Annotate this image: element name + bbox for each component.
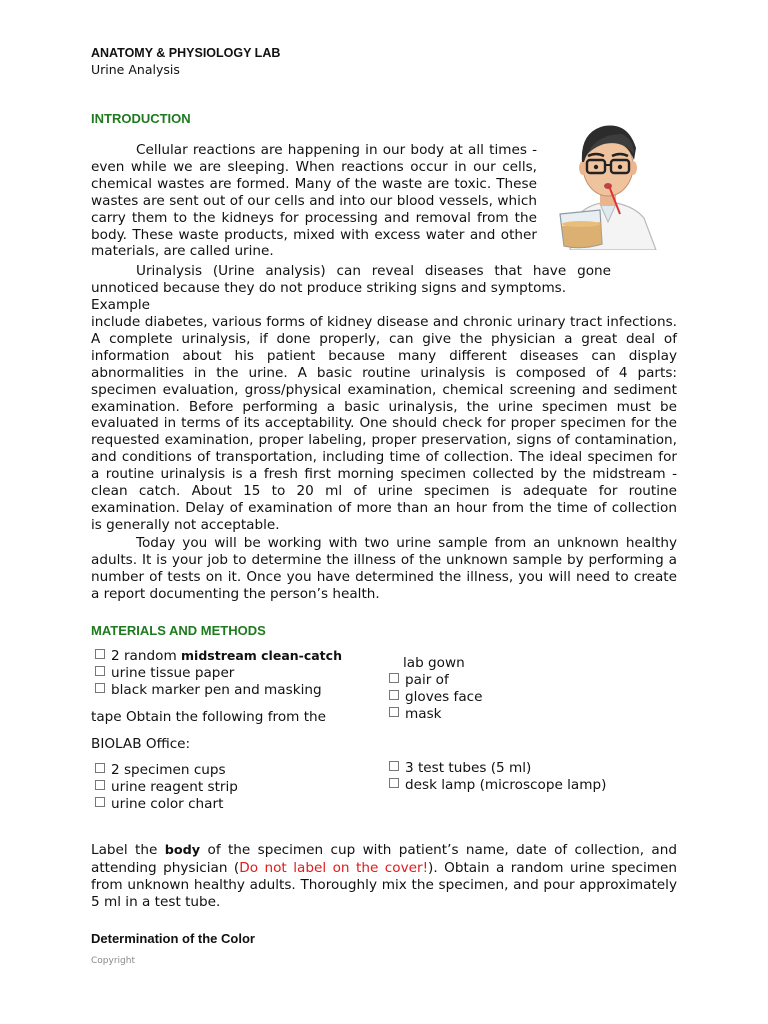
list-item (389, 689, 483, 706)
list-item-text: urine tissue paper (111, 664, 235, 681)
list-item-text: urine color chart (111, 795, 224, 812)
list-item (95, 796, 238, 813)
list-item-text: gloves face (405, 688, 483, 705)
tape-line: tape Obtain the following from the (91, 709, 327, 725)
color-determination-heading: Determination of the Color (91, 931, 255, 946)
lab-subtitle: Urine Analysis (91, 62, 180, 77)
list-item (95, 779, 238, 796)
checkbox-icon (95, 683, 105, 693)
checkbox-icon (95, 666, 105, 676)
biolab-office-line: BIOLAB Office: (91, 736, 191, 752)
intro-example-word: Example (91, 297, 150, 313)
checkbox-icon (95, 649, 105, 659)
list-item-text: pair of (405, 672, 449, 688)
list-item-bold-text: midstream clean-catch (181, 648, 342, 663)
instructions-text-2: of the specimen cup with patient’s name, date of collection, and attending physician ( (91, 842, 678, 876)
list-item (95, 682, 342, 699)
list-item-text: desk lamp (microscope lamp) (405, 776, 607, 793)
labeling-instructions (91, 842, 677, 911)
list-item-text: 2 random (111, 648, 182, 664)
intro-paragraph-1: Cellular reactions are happening in our body at all times - even while we are sleeping. When reactions occur in our cells, chemical wastes are formed. Many of the waste are toxic. These wastes are sent out of our cells and into our blood vessels, which carry them to the kidneys for processing and removal from the body. These waste products, mixed with excess water and other materials, are called urine. (91, 142, 537, 260)
introduction-heading: INTRODUCTION (91, 111, 191, 126)
checkbox-icon (389, 690, 399, 700)
list-item-text: mask (405, 705, 442, 722)
checkbox-icon (389, 761, 399, 771)
checkbox-icon (95, 797, 105, 807)
checkbox-icon (389, 707, 399, 717)
checkbox-icon (95, 780, 105, 790)
list-item (95, 762, 238, 779)
instructions-text-3: ). Obtain a random urine specimen from unknown healthy adults. Thoroughly mix the specimen, and pour approximately 5 ml in a test tube. (91, 859, 677, 910)
intro-paragraph-2-body: include diabetes, various forms of kidney disease and chronic urinary tract infections. A complete urinalysis, if done properly, can give the physician a great deal of information about his patient because many different diseases can display abnormalities in the urine. A basic routine urinalysis is composed of 4 parts: specimen evaluation, gross/physical examination, chemical screening and sediment examination. Before performing a basic urinalysis, the urine specimen must be evaluated in terms of its acceptability. One should check for proper specimen for the requested examination, proper labeling, proper preservation, signs of contamination, and conditions of transportation, including time of collection. The ideal specimen for a routine urinalysis is a fresh first morning specimen collected by the midstream - clean catch. About 15 to 20 ml of urine specimen is adequate for routine examination. Delay of examination of more than an hour from the time of collection is generally not acceptable. (91, 314, 677, 533)
scientist-drinking-avatar-icon (556, 118, 660, 250)
intro-paragraph-2-opening: Urinalysis (Urine analysis) can reveal diseases that have gone unnoticed because they do not produce striking signs and symptoms. (91, 263, 611, 296)
list-item (389, 706, 483, 723)
materials-list-right-2 (389, 760, 606, 794)
lab-title: ANATOMY & PHYSIOLOGY LAB (91, 46, 281, 60)
list-item (389, 760, 606, 777)
materials-list-right-1 (389, 672, 483, 723)
materials-heading: MATERIALS AND METHODS (91, 623, 266, 638)
materials-list-left-2 (95, 762, 238, 813)
intro-paragraph-3: Today you will be working with two urine sample from an unknown healthy adults. It is your job to determine the illness of the unknown sample by performing a number of tests on it. Once you have determined the illness, you will need to create a report documenting the person’s health. (91, 535, 677, 602)
checkbox-icon (389, 673, 399, 683)
list-item-text: black marker pen and masking (111, 681, 322, 698)
list-item (95, 648, 342, 665)
list-item-text: 3 test tubes (5 ml) (405, 760, 532, 776)
copyright-footer: Copyright (91, 956, 135, 966)
instructions-bold-word: body (164, 843, 201, 858)
list-item (95, 665, 342, 682)
lab-gown-text: lab gown (403, 655, 465, 671)
list-item (389, 777, 606, 794)
instructions-text-1: Label the (91, 842, 165, 858)
checkbox-icon (95, 763, 105, 773)
list-item (389, 672, 483, 689)
cover-warning-text: Do not label on the cover! (239, 859, 429, 876)
list-item-text: urine reagent strip (111, 778, 238, 795)
checkbox-icon (389, 778, 399, 788)
list-item-text: 2 specimen cups (111, 762, 226, 778)
materials-list-left-1 (95, 648, 342, 699)
